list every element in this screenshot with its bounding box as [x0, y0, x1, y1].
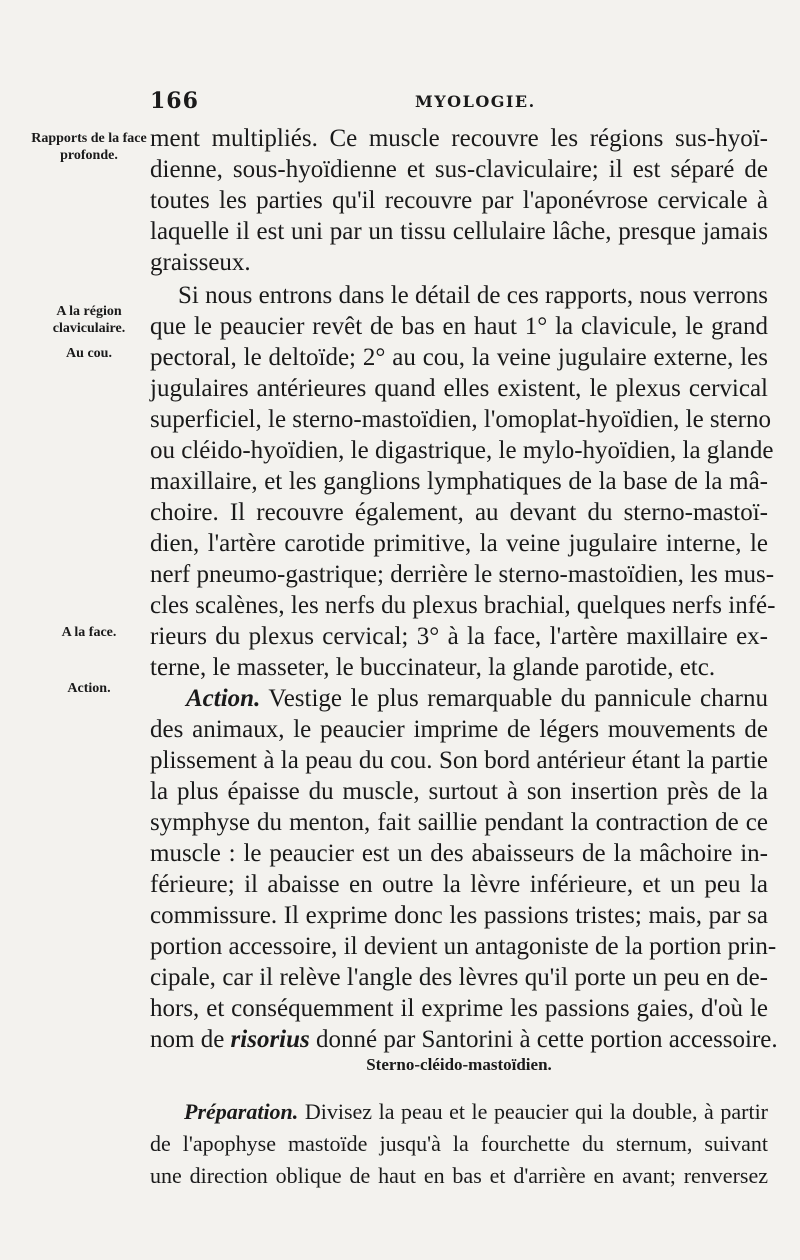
risorius-word: risorius [230, 1026, 310, 1053]
body-line: muscle : le peaucier est un des abaisseurs de la mâchoire in- [150, 840, 768, 867]
running-head [150, 88, 650, 114]
body-line: ment multipliés. Ce muscle recouvre les régions sus-hyoï- [150, 125, 768, 152]
preparation-text: Divisez la peau et le peaucier qui la double, à partir [304, 1099, 769, 1124]
body-line: portion accessoire, il devient un antagoniste de la portion prin- [150, 933, 777, 960]
body-line: ou cléido-hyoïdien, le digastrique, le mylo-hyoïdien, la glande [150, 437, 774, 464]
body-line: dien, l'artère carotide primitive, la veine jugulaire interne, le [150, 530, 768, 557]
body-line: commissure. Il exprime donc les passions tristes; mais, par sa [150, 902, 768, 929]
preparation-line: une direction oblique de haut en bas et d'arrière en avant; renversez [150, 1163, 768, 1188]
body-line: laquelle il est uni par un tissu cellulaire lâche, presque jamais [150, 218, 768, 245]
page-number: 166 [150, 88, 199, 114]
preparation-line: de l'apophyse mastoïde jusqu'à la fourchette du sternum, suivant [150, 1131, 768, 1156]
body-line: jugulaires antérieures quand elles existent, le plexus cervical [150, 375, 768, 402]
body-line: nerf pneumo-gastrique; derrière le sterno-mastoïdien, les mus- [150, 561, 775, 588]
body-line: cipale, car il relève l'angle des lèvres qu'il porte un peu en de- [150, 964, 768, 991]
action-label: Action. [186, 685, 261, 712]
body-line: symphyse du menton, fait saillie pendant la contraction de ce [150, 809, 768, 836]
body-line: plissement à la peau du cou. Son bord antérieur étant la partie [150, 747, 768, 774]
body-line: superficiel, le sterno-mastoïdien, l'omoplat-hyoïdien, le sterno [150, 406, 772, 433]
body-line: pectoral, le deltoïde; 2° au cou, la veine jugulaire externe, les [150, 344, 768, 371]
body-line: dienne, sous-hyoïdienne et sus-claviculaire; il est séparé de [150, 156, 768, 183]
body-line: toutes les parties qu'il recouvre par l'aponévrose cervicale à [150, 187, 768, 214]
body-line: rieurs du plexus cervical; 3° à la face, l'artère maxillaire ex- [150, 623, 768, 650]
running-title: MYOLOGIE. [415, 92, 536, 111]
body-line: Si nous entrons dans le détail de ces rapports, nous verrons [178, 282, 768, 309]
body-line: maxillaire, et les ganglions lymphatiques de la base de la mâ- [150, 468, 768, 495]
section-heading: Sterno-cléido-mastoïdien. [366, 1055, 552, 1074]
body-line: terne, le masseter, le buccinateur, la glande parotide, etc. [150, 654, 716, 681]
body-line: des animaux, le peaucier imprime de légers mouvements de [150, 716, 768, 743]
margin-note-action: Action. [67, 681, 111, 696]
body-line: hors, et conséquemment il exprime les passions gaies, d'où le [150, 995, 768, 1022]
action-line [186, 683, 768, 714]
risorius-line [150, 1024, 778, 1055]
body-line: graisseux. [150, 249, 251, 276]
margin-note-rapports: Rapports de la face profonde. [31, 131, 147, 163]
margin-note-a-la-face: A la face. [61, 625, 117, 640]
risorius-prefix: nom de [150, 1026, 225, 1053]
action-text: Vestige le plus remarquable du pannicule charnu [268, 685, 768, 712]
preparation-line [184, 1098, 768, 1126]
body-line: que le peaucier revêt de bas en haut 1° la clavicule, le grand [150, 313, 768, 340]
body-line: la plus épaisse du muscle, surtout à son insertion près de la [150, 778, 768, 805]
body-line: cles scalènes, les nerfs du plexus brachial, quelques nerfs infé- [150, 592, 776, 619]
risorius-rest: donné par Santorini à cette portion accessoire. [316, 1026, 778, 1053]
margin-note-region-claviculaire: A la région claviculaire. [52, 304, 126, 336]
body-line: férieure; il abaisse en outre la lèvre inférieure, et un peu la [150, 871, 768, 898]
margin-note-au-cou: Au cou. [66, 346, 112, 361]
body-line: choire. Il recouvre également, au devant du sterno-mastoï- [150, 499, 768, 526]
preparation-label: Préparation. [184, 1099, 299, 1124]
